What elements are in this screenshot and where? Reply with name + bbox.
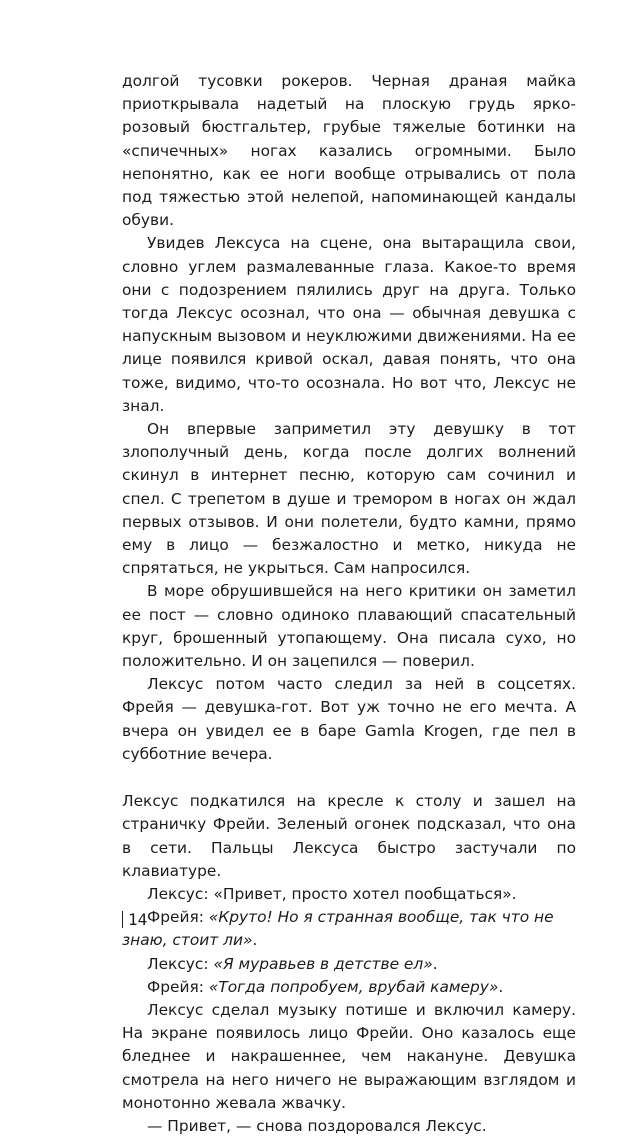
chat-message: «Круто! Но я странная вообще, так что не знаю, стоит ли» [122,908,554,950]
chat-speaker: Лексус: [147,884,214,903]
section-paragraph: Лексус подкатился на кресле к столу и зашел на страничку Фрейи. Зеленый огонек подсказал, что она в сети. Пальцы Лексуса быстро застучали по клавиатуре. [122,792,576,880]
chat-message-tail: . [252,931,258,950]
chat-message: «Тогда попробуем, врубай камеру» [208,977,499,996]
chat-line [122,906,576,952]
chat-message-tail: . [498,977,504,996]
paragraph: Лексус потом часто следил за ней в соцсетях. Фрейя — девушка-гот. Вот уж точно не его мечта. А вчера он увидел ее в баре Gamla Krogen, где пел в субботние вечера. [122,675,576,763]
paragraph: долгой тусовки рокеров. Черная драная майка приоткрывала надетый на плоскую грудь ярко-розовый бюстгальтер, грубые тяжелые ботинки на «спичечных» ногах казались огромными. Было непонятно, как ее ноги вообще отрывались от пола под тяжестью этой нелепой, напоминающей кандалы обуви. [122,72,576,230]
chat-message-tail: . [432,954,438,973]
chat-speaker: Фрейя: [147,908,209,927]
chat-message: «Привет, просто хотел пообщаться». [213,884,517,903]
paragraph: В море обрушившейся на него критики он заметил ее пост — словно одиноко плавающий спасательный круг, брошенный утопающему. Она писала сухо, но положительно. И он зацепился — поверил. [122,582,576,671]
paragraph: Лексус сделал музыку потише и включил камеру. На экране появилось лицо Фрейи. Оно казалось еще бледнее и накрашеннее, чем накануне. Девушка смотрела на него ничего не выражающим взглядом и монотонно жевала жвачку. [122,1000,576,1112]
chat-speaker: Фрейя: [147,977,209,996]
page-number [122,910,147,929]
chat-line [122,883,576,906]
chat-speaker: Лексус: [147,954,214,973]
page-number-text: 14 [128,910,148,929]
paragraph: — Привет, — снова поздоровался Лексус. [147,1116,487,1135]
folio-rule [122,911,123,928]
paragraph: Увидев Лексуса на сцене, она вытаращила свои, словно углем размалеванные глаза. Какое-то время они с подозрением пялились друг на друга. Только тогда Лексус осознал, что она — обычная девушка с напускным вызовом и неуклюжими движениями. На ее лице появился кривой оскал, давая понять, что она тоже, видимо, что-то осознала. Но вот что, Лексус не знал. [122,234,576,415]
body-text [122,70,576,1138]
paragraph: Он впервые заприметил эту девушку в тот злополучный день, когда после долгих волнений скинул в интернет песню, которую сам сочинил и спел. С трепетом в душе и тремором в ногах он ждал первых отзывов. И они полетели, будто камни, прямо ему в лицо — безжалостно и метко, никуда не спрятаться, не укрыться. Сам напросился. [122,420,576,578]
chat-line [122,953,576,976]
chat-message: «Я муравьев в детстве ел» [213,954,433,973]
chat-line [122,976,576,999]
